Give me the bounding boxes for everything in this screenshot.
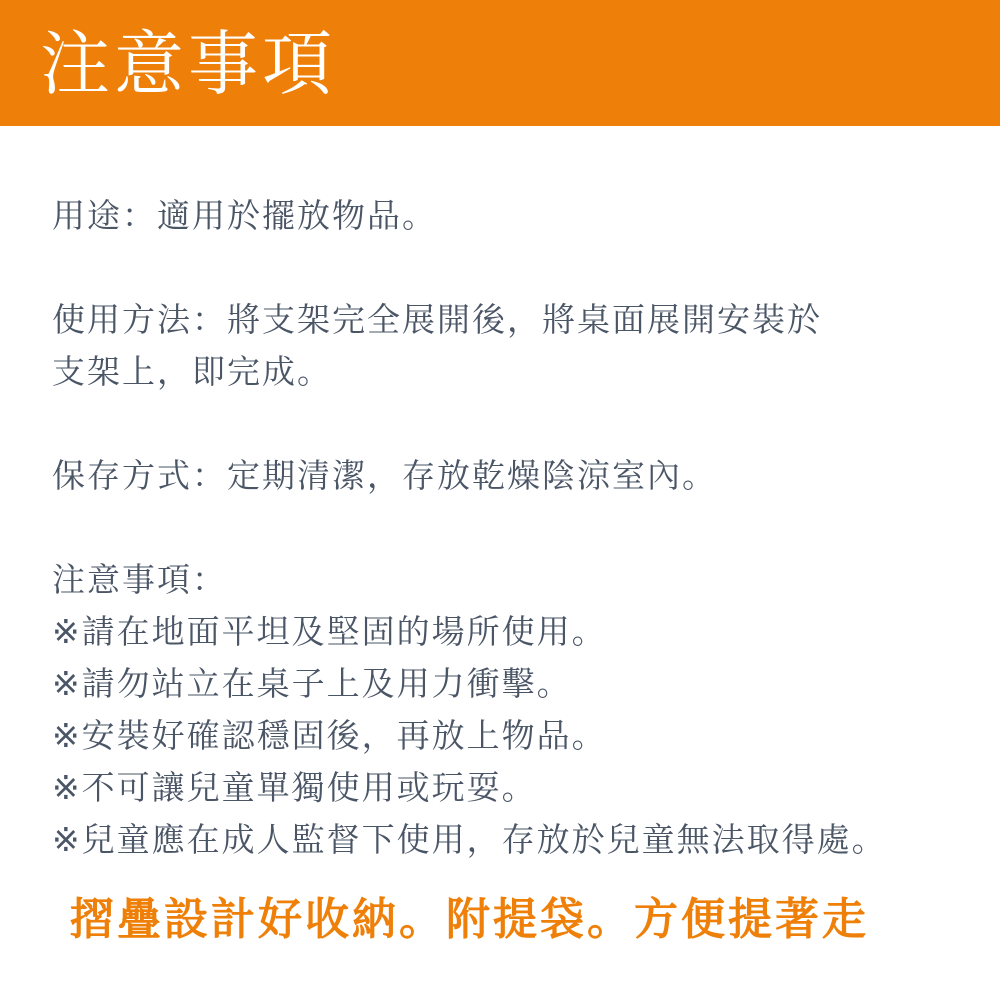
notes-item: ※安裝好確認穩固後，再放上物品。 (52, 716, 607, 755)
method-section (52, 294, 972, 398)
notes-item: ※請在地面平坦及堅固的場所使用。 (52, 612, 607, 651)
notes-heading: 注意事項： (52, 560, 227, 599)
notes-item: ※請勿站立在桌子上及用力衝擊。 (52, 664, 572, 703)
notes-section (52, 554, 972, 866)
storage-text: 保存方式：定期清潔，存放乾燥陰涼室內。 (52, 456, 717, 495)
page-title: 注意事項 (40, 23, 336, 105)
usage-text: 用途：適用於擺放物品。 (52, 196, 437, 235)
method-text-line-1: 使用方法：將支架完全展開後，將桌面展開安裝於 (52, 300, 822, 339)
footer-slogan: 摺疊設計好收納。附提袋。方便提著走 (70, 894, 869, 945)
method-text-line-2: 支架上，即完成。 (52, 352, 332, 391)
header-banner (0, 0, 1000, 126)
notes-item: ※不可讓兒童單獨使用或玩耍。 (52, 768, 537, 807)
notice-content (52, 190, 972, 866)
notes-item: ※兒童應在成人監督下使用，存放於兒童無法取得處。 (52, 820, 887, 859)
usage-section (52, 190, 972, 242)
storage-section (52, 450, 972, 502)
